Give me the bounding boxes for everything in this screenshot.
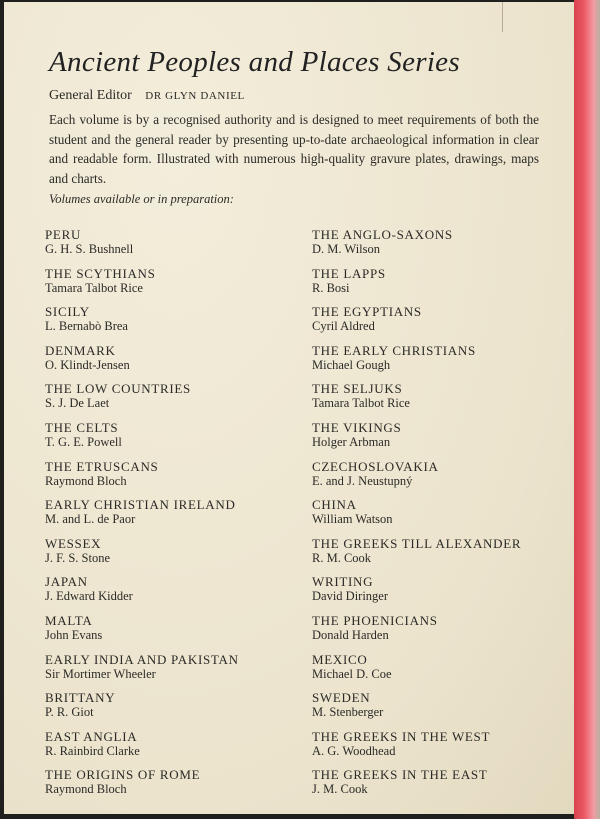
volume-title: THE GREEKS IN THE WEST <box>312 728 491 744</box>
volume-entry <box>312 459 572 489</box>
editor-name: DR GLYN DANIEL <box>145 90 245 102</box>
volume-entry <box>45 729 305 759</box>
volume-title: CZECHOSLOVAKIA <box>312 458 439 474</box>
volume-title: WESSEX <box>45 535 102 551</box>
volume-author: Cyril Aldred <box>312 319 375 334</box>
volume-entry <box>312 266 572 296</box>
volume-title: MALTA <box>45 613 93 628</box>
page-title: Ancient Peoples and Places Series <box>49 46 460 78</box>
volume-title: SICILY <box>45 304 90 320</box>
volume-title: EARLY CHRISTIAN IRELAND <box>45 497 236 513</box>
volume-title: BRITTANY <box>45 690 116 706</box>
volume-author: Tamara Talbot Rice <box>45 280 143 295</box>
volume-entry <box>312 304 572 334</box>
volume-title: THE GREEKS TILL ALEXANDER <box>312 535 522 551</box>
volume-title: DENMARK <box>45 342 116 358</box>
volumes-available-label: Volumes available or in preparation: <box>49 192 234 206</box>
volume-author: Sir Mortimer Wheeler <box>45 666 156 681</box>
volume-title: THE VIKINGS <box>312 420 402 435</box>
general-editor <box>49 88 245 104</box>
volume-entry <box>45 690 305 720</box>
series-description: Each volume is by a recognised authority and is designed to meet requirements of both the student and the general reader by presenting up-to-date archaeological information in clear and readable form. Illustrated with numerous high-quality gravure plates, drawings, maps and charts. <box>49 112 539 186</box>
volume-author: D. M. Wilson <box>312 242 381 256</box>
volume-author: S. J. De Laet <box>45 396 110 411</box>
volume-entry <box>312 652 572 682</box>
volume-author: O. Klindt-Jensen <box>45 357 130 372</box>
volume-author: Tamara Talbot Rice <box>312 396 410 411</box>
volume-entry <box>312 729 572 759</box>
page <box>4 2 576 814</box>
volume-entry <box>45 343 305 373</box>
volume-entry <box>45 459 305 489</box>
volume-title: EAST ANGLIA <box>45 728 138 744</box>
volume-entry <box>312 343 572 373</box>
volume-entry <box>312 536 572 566</box>
volume-title: THE CELTS <box>45 420 119 435</box>
volume-author: J. Edward Kidder <box>45 589 133 604</box>
volume-title: THE GREEKS IN THE EAST <box>312 767 488 783</box>
volume-author: J. F. S. Stone <box>45 550 110 565</box>
volume-title: THE ANGLO-SAXONS <box>312 227 453 242</box>
volume-author: William Watson <box>312 512 393 527</box>
volume-title: CHINA <box>312 497 357 513</box>
volume-entry <box>312 690 572 720</box>
volume-author: M. and L. de Paor <box>45 512 136 527</box>
volume-author: John Evans <box>45 628 103 642</box>
volume-title: THE SELJUKS <box>312 381 403 397</box>
volume-entry <box>45 304 305 334</box>
volume-author: L. Bernabò Brea <box>45 319 128 334</box>
volume-title: SWEDEN <box>312 690 371 706</box>
volume-entry <box>312 227 572 257</box>
volume-title: MEXICO <box>312 651 368 667</box>
volume-entry <box>45 574 305 604</box>
volume-entry <box>45 652 305 682</box>
volume-title: THE EGYPTIANS <box>312 304 422 320</box>
volume-author: David Diringer <box>312 589 389 604</box>
volume-author: Michael Gough <box>312 357 391 372</box>
volume-entry <box>45 266 305 296</box>
volume-entry <box>45 613 305 643</box>
volume-title: THE ORIGINS OF ROME <box>45 767 201 783</box>
volume-entry <box>45 227 305 257</box>
volume-entry <box>45 536 305 566</box>
volume-author: R. M. Cook <box>312 550 372 565</box>
volume-entry <box>312 767 572 797</box>
volume-title: THE SCYTHIANS <box>45 265 156 281</box>
volume-author: R. Rainbird Clarke <box>45 743 140 758</box>
volume-title: THE PHOENICIANS <box>312 613 438 628</box>
volume-title: WRITING <box>312 574 374 590</box>
volume-title: EARLY INDIA AND PAKISTAN <box>45 651 239 667</box>
red-spine-edge <box>574 0 600 819</box>
volume-entry <box>45 497 305 527</box>
volume-entry <box>45 767 305 797</box>
volume-entry <box>312 613 572 643</box>
volume-author: G. H. S. Bushnell <box>45 242 134 256</box>
volume-title: THE LAPPS <box>312 265 386 281</box>
volume-author: Raymond Bloch <box>45 473 127 488</box>
volume-title: THE ETRUSCANS <box>45 458 159 474</box>
volume-author: R. Bosi <box>312 280 350 295</box>
volume-entry <box>312 497 572 527</box>
crease-line <box>502 2 503 32</box>
volume-author: Donald Harden <box>312 628 389 642</box>
volume-author: Raymond Bloch <box>45 782 127 797</box>
volume-entry <box>45 381 305 411</box>
volume-entry <box>45 420 305 450</box>
volume-title: JAPAN <box>45 574 88 590</box>
editor-label: General Editor <box>49 88 132 103</box>
volume-entry <box>312 420 572 450</box>
volume-author: A. G. Woodhead <box>312 743 396 758</box>
volume-author: Michael D. Coe <box>312 666 392 681</box>
volume-author: T. G. E. Powell <box>45 435 122 449</box>
volume-entry <box>312 574 572 604</box>
volume-author: J. M. Cook <box>312 782 368 797</box>
volume-title: THE EARLY CHRISTIANS <box>312 342 476 358</box>
volume-title: THE LOW COUNTRIES <box>45 381 191 397</box>
volume-author: Holger Arbman <box>312 435 391 449</box>
volume-author: E. and J. Neustupný <box>312 473 413 488</box>
volume-title: PERU <box>45 227 82 242</box>
volume-author: M. Stenberger <box>312 705 384 720</box>
volume-author: P. R. Giot <box>45 705 94 720</box>
volume-entry <box>312 381 572 411</box>
